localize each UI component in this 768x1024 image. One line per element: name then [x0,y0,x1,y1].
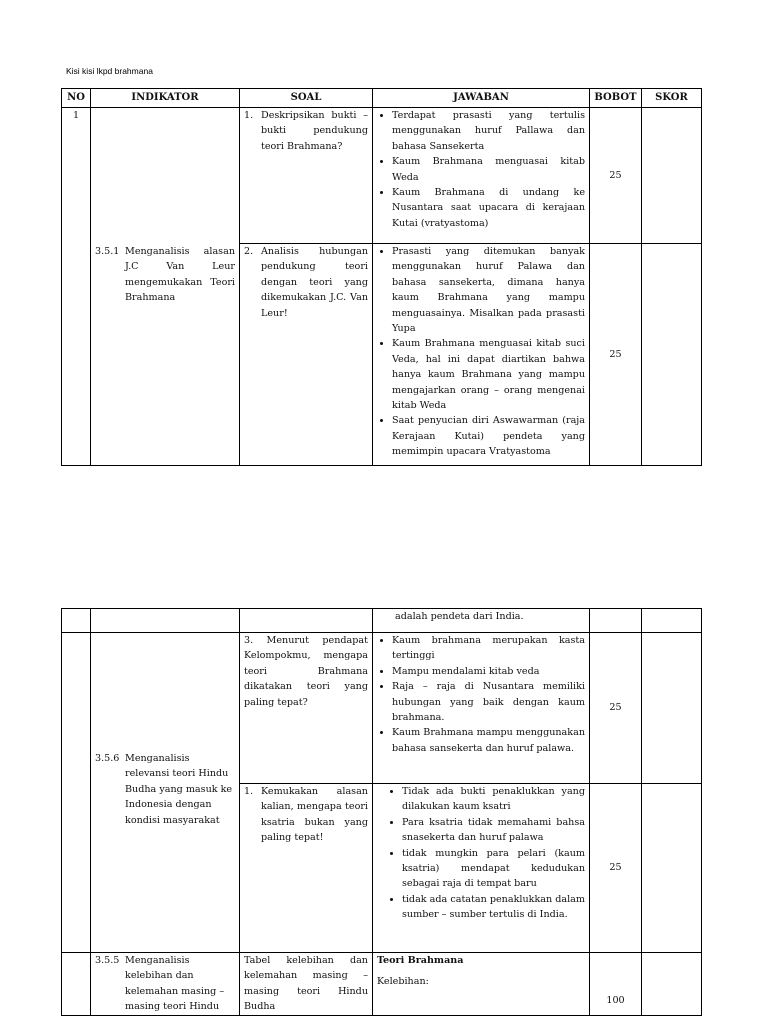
document-title: Kisi kisi lkpd brahmana [66,66,153,76]
jawaban-cell [373,953,590,1016]
table-row [62,953,702,1016]
soal-cell [240,108,373,244]
kisi-table-1 [61,88,702,466]
jawaban-item: • tidak mungkin para pelari (kaum ksatria) mendapat kedudukan sebagai raja di tempat baru [402,846,585,892]
jawaban-continuation: adalah pendeta dari India. [395,611,524,622]
jawaban-cell [373,108,590,244]
bobot-cell [590,609,642,633]
bobot-cell: 25 [590,633,642,784]
indikator-code: 3.5.6 [95,753,120,764]
indikator-code: 3.5.5 [95,955,120,966]
soal-text: 3. Menurut pendapat Kelompokmu, mengapa teori Brahmana dikatakan teori yang paling tepat? [244,635,368,708]
jawaban-cell [373,784,590,953]
skor-cell [642,953,702,1016]
jawaban-item: • Raja – raja di Nusantara memiliki hubungan yang baik dengan kaum brahmana. [392,679,585,725]
soal-cell [240,609,373,633]
table-row [62,633,702,784]
jawaban-item: • Tidak ada bukti penaklukkan yang dilakukan kaum ksatri [402,784,585,815]
jawaban-item: • Saat penyucian diri Aswawarman (raja Kerajaan Kutai) pendeta yang memimpin upacara Vratyastoma [392,413,585,459]
indikator-code: 3.5.1 [95,246,120,257]
jawaban-heading: Teori Brahmana [377,955,464,966]
header-indikator: INDIKATOR [91,89,240,108]
row-number: 1 [62,108,91,466]
header-jawaban: JAWABAN [373,89,590,108]
no-cell [62,633,91,953]
indikator-cell [91,609,240,633]
soal-cell [240,244,373,466]
soal-number: 1. [244,786,254,797]
bobot-cell: 25 [590,784,642,953]
no-cell [62,609,91,633]
table-row [62,609,702,633]
table-row [62,108,702,244]
soal-text: Analisis hubungan pendukung teori dengan teori yang dikemukakan J.C. Van Leur! [261,246,368,319]
soal-text: Deskripsikan bukti – bukti pendukung teori Brahmana? [261,110,368,152]
bobot-cell: 25 [590,108,642,244]
jawaban-cell [373,633,590,784]
soal-text: Tabel kelebihan dan kelemahan masing – masing teori Hindu Budha [244,955,368,1013]
jawaban-item: • Kaum Brahmana mampu menggunakan bahasa sansekerta dan huruf palawa. [392,725,585,756]
jawaban-item: • Kaum brahmana merupakan kasta tertinggi [392,633,585,664]
indikator-text: Menganalisis kelebihan dan kelemahan masing – masing teori Hindu [125,955,225,1013]
no-cell [62,953,91,1016]
header-skor: SKOR [642,89,702,108]
soal-text: Kemukakan alasan kalian, mengapa teori ksatria bukan yang paling tepat! [261,786,368,844]
table-header-row [62,89,702,108]
jawaban-cell [373,244,590,466]
skor-cell [642,784,702,953]
soal-number: 1. [244,110,254,121]
bobot-cell: 100 [590,953,642,1016]
header-soal: SOAL [240,89,373,108]
bobot-cell: 25 [590,244,642,466]
jawaban-item: • Kaum Brahmana menguasai kitab suci Veda, hal ini dapat diartikan bahwa hanya kaum Brahmana yang mampu mengajarkan orang – orang mengenai kitab Weda [392,336,585,413]
jawaban-item: • tidak ada catatan penaklukkan dalam sumber – sumber tertulis di India. [402,892,585,923]
skor-cell [642,244,702,466]
jawaban-subheading: Kelebihan: [377,976,429,988]
jawaban-item: • Mampu mendalami kitab veda [392,664,585,679]
skor-cell [642,633,702,784]
indikator-cell [91,108,240,466]
soal-cell [240,784,373,953]
skor-cell [642,108,702,244]
indikator-cell [91,633,240,953]
soal-number: 2. [244,246,254,257]
jawaban-item: • Kaum Brahmana di undang ke Nusantara saat upacara di kerajaan Kutai (vratyastoma) [392,185,585,231]
indikator-cell [91,953,240,1016]
indikator-text: Menganalisis relevansi teori Hindu Budha yang masuk ke Indonesia dengan kondisi masyarakat [125,753,233,826]
jawaban-item: • Kaum Brahmana menguasai kitab Weda [392,154,585,185]
jawaban-item: • Terdapat prasasti yang tertulis menggunakan huruf Pallawa dan bahasa Sansekerta [392,108,585,154]
jawaban-item: • Para ksatria tidak memahami bahsa snasekerta dan huruf palawa [402,815,585,846]
skor-cell [642,609,702,633]
jawaban-item: • Prasasti yang ditemukan banyak menggunakan huruf Palawa dan bahasa sansekerta, dimana hanya kaum Brahmana yang mampu menguasainya. Misalkan pada prasasti Yupa [392,244,585,336]
jawaban-cell [373,609,590,633]
soal-cell [240,953,373,1016]
kisi-table-2 [61,608,702,1016]
header-bobot: BOBOT [590,89,642,108]
indikator-text: Menganalisis alasan J.C Van Leur mengemukakan Teori Brahmana [125,246,235,304]
soal-cell [240,633,373,784]
header-no: NO [62,89,91,108]
